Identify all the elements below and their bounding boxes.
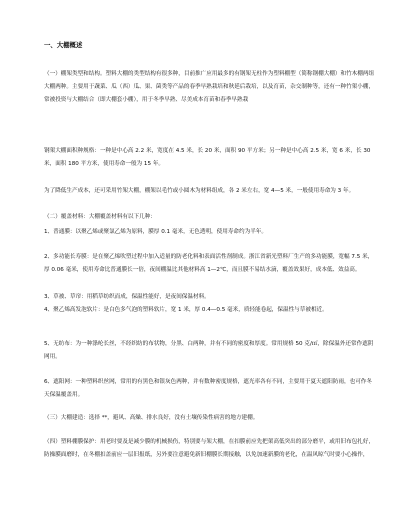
paragraph-structure: （一）棚架类型和结构。塑料大棚的类型结构有很多种，目前推广应用最多的有钢架无柱作为塑料棚型（简称钢棚大棚）和竹木棚两组大棚两种。主要用于蔬菜、瓜（西）瓜、果、菌类等产品的春季早熟栽培和秋延后栽培，以及育苗，杂交制种等，还有一种竹架小棚，常被投资与大棚结合（即大棚套小棚），用于冬季早熟、尽美成本育苗和春季早熟栽 — [44, 71, 375, 103]
subheading-covering: （二）覆盖材料：大棚覆盖材料有以下几种： — [44, 214, 156, 220]
paragraph-steel-frame: 钢架大棚面积种规格：一种是中心高 2.2 米，宽度在 4.5 米，长 20 米，面积 90 平方米；另一种是中心高 2.5 米，宽 6 米，长 30 米，面积 180 平方米，使用寿命一般为 15 年。 — [44, 148, 371, 167]
document-page — [44, 0, 376, 528]
paragraph-bamboo-frame: 为了降低生产成本，还可采用竹架大棚，棚架以毛竹或小圆木为材料组成，各 2 米左右，宽 4—5 米，一般使用寿命为 3 年。 — [44, 188, 355, 194]
item-multi-film: 2、多功能长寿膜：是在聚乙烯吹塑过程中加入适量的防老化料和表面活性剂制成。浙江省新光塑料厂生产的多功能膜，宽幅 7.5 米，厚 0.06 毫米，使用寿命比普通膜长一倍，夜间棚温比其他材料高 1—2℃，而且膜不易结水滴，覆盖效果好，成本低、效益高。 — [44, 254, 374, 273]
item-nonwoven: 5、无纺布：为一种涤纶长丝，不经织纺的布状物，分黑、白两种，并有不同的密度和厚度。常用规格 50 克/㎡，除保温外还常作遮阴网用。 — [44, 341, 374, 360]
section-heading: 一、大棚概述 — [44, 41, 83, 49]
item-normal-film: 1、普通膜：以聚乙烯或聚氯乙烯为原料，膜厚 0.1 毫米，无色透明，使用寿命约为半年。 — [44, 229, 267, 235]
subheading-film-protection: （四）塑料棚膜保护：用老时要及是减少膜的机械损伤，特别要与架大棚，在扣膜前应先把架高低突出的部分磨平，或用旧布包扎好，防操膜面磨时，在冬棚扣盖前应一层旧报纸，另外要注意避免新旧棚膜长期接触，以免加速新膜的老化，在温风晾气时要小心操作， — [44, 439, 375, 458]
item-foam-sheet: 4、聚乙烯高发泡软片：是白色多气泡的塑料软片，宽 1 米，厚 0.4—0.5 毫米，质轻能卷起，保温性与草被相近。 — [44, 307, 328, 313]
subheading-construction: （三）大棚建造：选择 **，避风、高燥、排水良好，没有土壤传染性病害的地方建棚。 — [44, 415, 259, 421]
item-straw: 3、草被、草帘：用稻草纺织而成，保温性能好，是夜间保温材料。 — [44, 294, 210, 300]
item-shade-net: 6、遮阳网：一种塑料织丝网，常用的有黑色和银灰色两种，并有数种密度规格，遮光率各有不同，主要用于夏天遮阳防雨，也可作冬天保温覆盖用。 — [44, 379, 372, 398]
